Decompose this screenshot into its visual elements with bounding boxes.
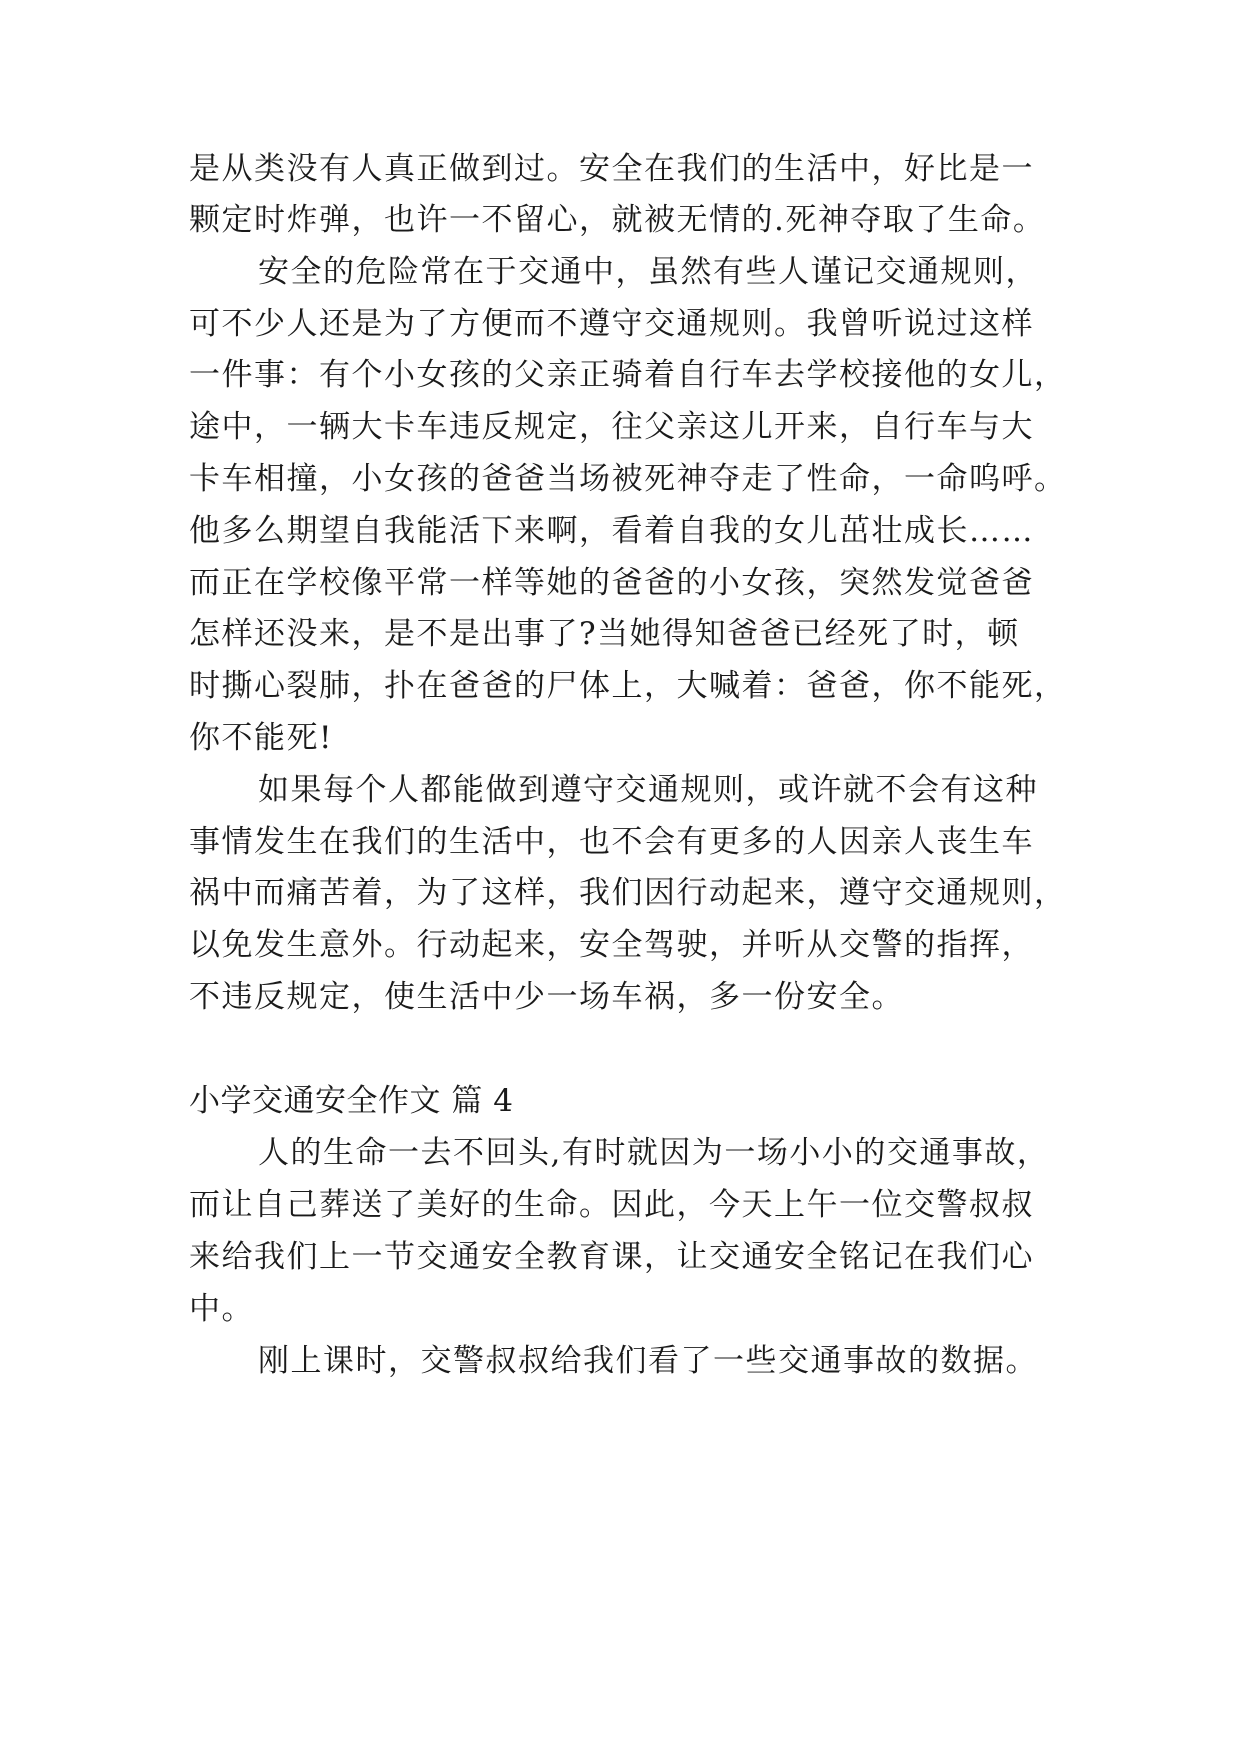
paragraph-line: 他多么期望自我能活下来啊，看着自我的女儿茁壮成长…… [189, 513, 1034, 549]
paragraph-line: 途中，一辆大卡车违反规定，往父亲这儿开来，自行车与大 [189, 409, 1034, 445]
paragraph-line: 不违反规定，使生活中少一场车祸，多一份安全。 [189, 979, 904, 1015]
paragraph-line: 以免发生意外。行动起来，安全驾驶，并听从交警的指挥， [189, 927, 1034, 963]
paragraph-line: 可不少人还是为了方便而不遵守交通规则。我曾听说过这样 [189, 306, 1034, 342]
paragraph-line: 时撕心裂肺，扑在爸爸的尸体上，大喊着：爸爸，你不能死， [189, 668, 1067, 704]
paragraph-line: 一件事：有个小女孩的父亲正骑着自行车去学校接他的女儿， [189, 357, 1067, 393]
paragraph-line: 事情发生在我们的生活中，也不会有更多的人因亲人丧生车 [189, 824, 1034, 860]
paragraph-line: 是从类没有人真正做到过。安全在我们的生活中，好比是一 [189, 151, 1034, 187]
paragraph-line: 怎样还没来，是不是出事了?当她得知爸爸已经死了时，顿 [189, 616, 1020, 652]
paragraph-line: 而让自己葬送了美好的生命。因此，今天上午一位交警叔叔 [189, 1187, 1034, 1223]
paragraph-line: 而正在学校像平常一样等她的爸爸的小女孩，突然发觉爸爸 [189, 565, 1034, 601]
paragraph-line: 颗定时炸弹，也许一不留心，就被无情的.死神夺取了生命。 [189, 202, 1046, 238]
paragraph-line: 人的生命一去不回头,有时就因为一场小小的交通事故， [258, 1135, 1050, 1171]
paragraph-line: 卡车相撞，小女孩的爸爸当场被死神夺走了性命，一命呜呼。 [189, 461, 1067, 497]
paragraph-line: 你不能死! [189, 720, 333, 756]
paragraph-line: 刚上课时，交警叔叔给我们看了一些交通事故的数据。 [258, 1343, 1038, 1379]
paragraph-line: 来给我们上一节交通安全教育课，让交通安全铭记在我们心 [189, 1239, 1034, 1275]
section-heading: 小学交通安全作文 篇 4 [189, 1083, 514, 1119]
paragraph-line: 中。 [189, 1291, 254, 1327]
paragraph-line: 祸中而痛苦着，为了这样，我们因行动起来，遵守交通规则， [189, 875, 1067, 911]
paragraph-line: 安全的危险常在于交通中，虽然有些人谨记交通规则， [258, 254, 1038, 290]
paragraph-line: 如果每个人都能做到遵守交通规则，或许就不会有这种 [258, 772, 1038, 808]
